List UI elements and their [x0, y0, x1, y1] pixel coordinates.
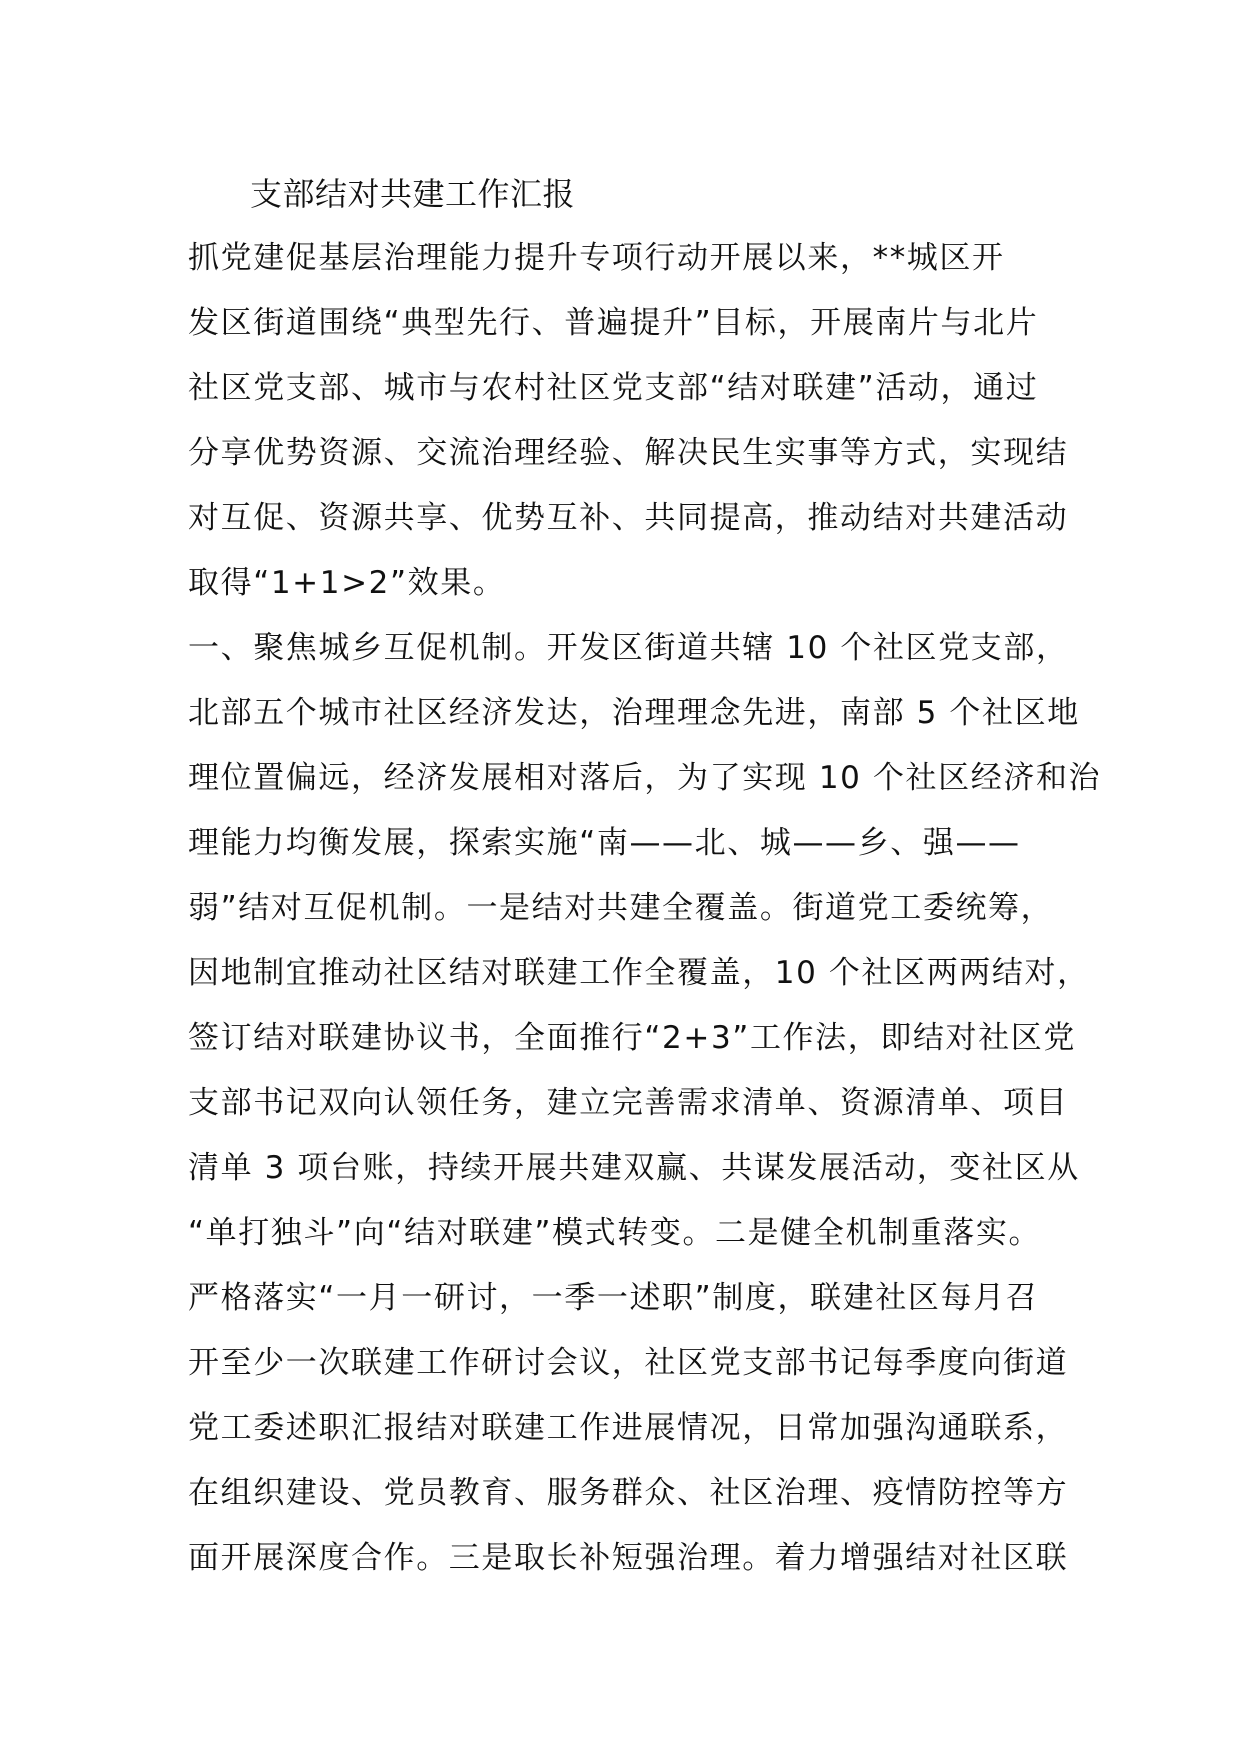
body-line-15: 清单 3 项台账，持续开展共建双赢、共谋发展活动，变社区从 — [188, 1150, 1080, 1186]
body-line-5: 对互促、资源共享、优势互补、共同提高，推动结对共建活动 — [188, 500, 1069, 536]
body-line-19: 党工委述职汇报结对联建工作进展情况，日常加强沟通联系， — [188, 1410, 1069, 1446]
body-line-17: 严格落实“一月一研讨，一季一述职”制度，联建社区每月召 — [188, 1280, 1039, 1316]
body-line-21: 面开展深度合作。三是取长补短强治理。着力增强结对社区联 — [188, 1540, 1069, 1576]
body-line-4: 分享优势资源、交流治理经验、解决民生实事等方式，实现结 — [188, 435, 1069, 471]
body-line-14: 支部书记双向认领任务，建立完善需求清单、资源清单、项目 — [188, 1085, 1069, 1121]
body-line-1: 抓党建促基层治理能力提升专项行动开展以来，**城区开 — [188, 240, 1005, 276]
body-line-2: 发区街道围绕“典型先行、普遍提升”目标，开展南片与北片 — [188, 305, 1039, 341]
body-line-18: 开至少一次联建工作研讨会议，社区党支部书记每季度向街道 — [188, 1345, 1069, 1381]
body-line-13: 签订结对联建协议书，全面推行“2+3”工作法，即结对社区党 — [188, 1020, 1076, 1056]
body-line-10: 理能力均衡发展，探索实施“南——北、城——乡、强—— — [188, 825, 1021, 861]
body-line-7: 一、聚焦城乡互促机制。开发区街道共辖 10 个社区党支部， — [188, 630, 1069, 666]
body-line-11: 弱”结对互促机制。一是结对共建全覆盖。街道党工委统筹， — [188, 890, 1054, 926]
body-line-16: “单打独斗”向“结对联建”模式转变。二是健全机制重落实。 — [188, 1215, 1042, 1251]
body-line-9: 理位置偏远，经济发展相对落后，为了实现 10 个社区经济和治 — [188, 760, 1102, 796]
body-line-12: 因地制宜推动社区结对联建工作全覆盖，10 个社区两两结对， — [188, 955, 1090, 991]
body-line-6: 取得“1+1>2”效果。 — [188, 565, 506, 601]
body-line-3: 社区党支部、城市与农村社区党支部“结对联建”活动，通过 — [188, 370, 1039, 406]
body-line-8: 北部五个城市社区经济发达，治理理念先进，南部 5 个社区地 — [188, 695, 1080, 731]
body-line-20: 在组织建设、党员教育、服务群众、社区治理、疫情防控等方 — [188, 1475, 1069, 1511]
document-title: 支部结对共建工作汇报 — [250, 175, 576, 213]
